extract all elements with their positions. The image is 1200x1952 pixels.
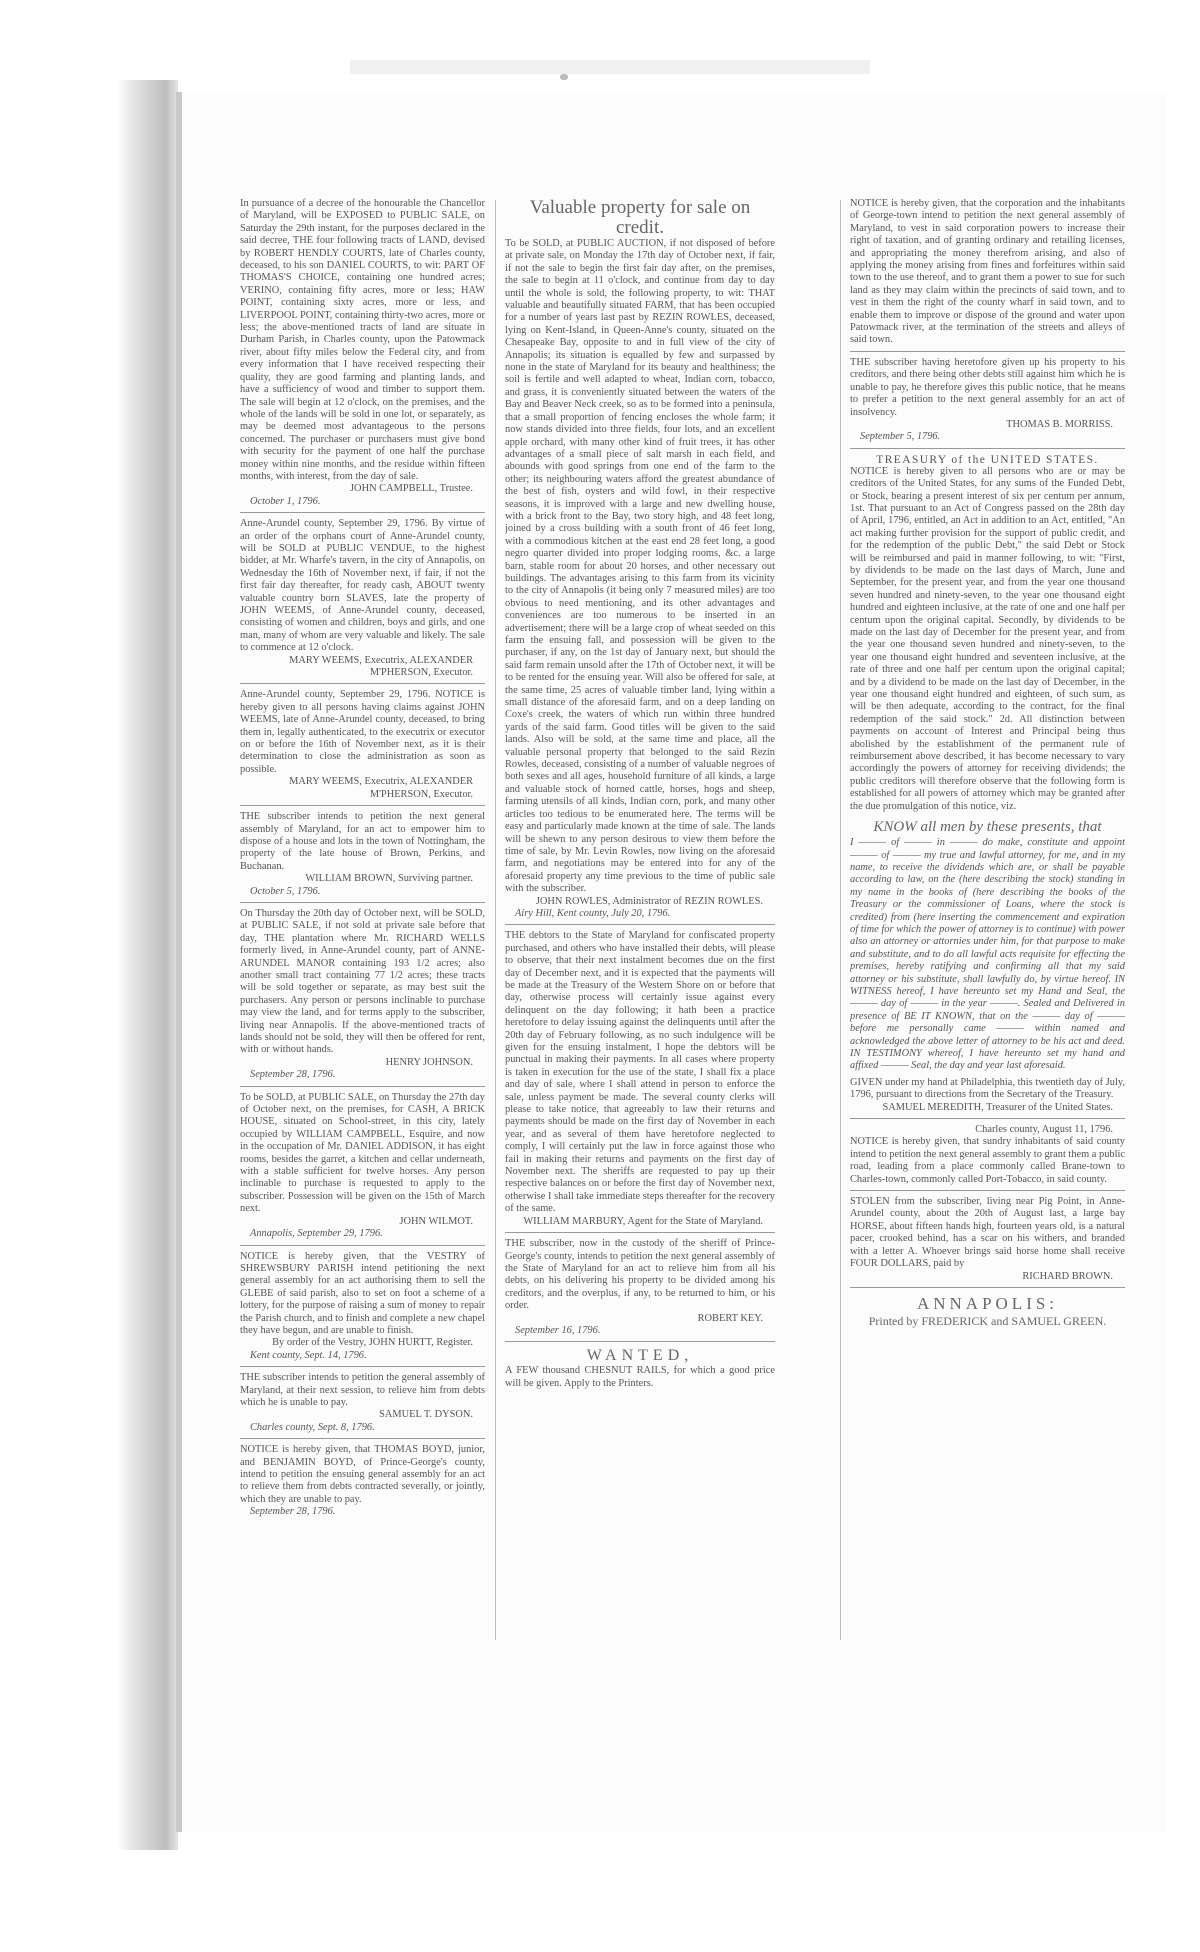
ad-treasury-notice [850, 466, 1125, 813]
divider [850, 1118, 1125, 1119]
ad-weems-claims [240, 689, 485, 801]
ad-date: October 5, 1796. [250, 885, 321, 897]
divider [850, 1287, 1125, 1288]
ad-date: September 5, 1796. [860, 431, 941, 443]
ad-text: On Thursday the 20th day of October next, will be SOLD, at PUBLIC SALE, if not sold at private sale before that day, THE plantation where Mr. RICHARD WELLS formerly lived, in Anne-Arundel county, part of ANNE-ARUNDEL MANOR containing 193 1/2 acres; also another small tract containing 77 1/2 acres; these tracts will be sold together or separate, as may best suit the purchasers. Any person or persons inclinable to purchase may view the land, and for terms apply to the subscriber, living near Annapolis. If the above-mentioned tracts of lands should not be sold, they will then be offered for rent, with or without hands. [240, 907, 485, 1056]
divider [505, 1341, 775, 1342]
ad-text: THE subscriber intends to petition the next general assembly of Maryland, for an act to empower him to dispose of a house and lots in the town of Nottingham, the property of the late house of Brown, Perkins, and Buchanan. [240, 811, 485, 872]
divider [505, 924, 775, 925]
ad-chancery-sale [240, 198, 485, 508]
ad-text: THE subscriber intends to petition the general assembly of Maryland, at their next session, to relieve him from debts which he is unable to pay. [240, 1372, 485, 1408]
ad-state-debtors [505, 930, 775, 1228]
ad-text: To be SOLD, at PUBLIC SALE, on Thursday the 27th day of October next, on the premises, for CASH, A BRICK HOUSE, situated on School-street, in this city, lately occupied by WILLIAM CAMPBELL, Esquire, and now in the occupation of Mr. DANIEL ADDISON, it has eight rooms, besides the garret, a kitchen and cellar underneath, with a stable sufficient for twelve horses. Any person inclinable to purchase is requested to apply to the subscriber. Possession will be given on the 15th of March next. [240, 1091, 485, 1215]
ad-brown-petition [240, 811, 485, 898]
column-rule [840, 200, 841, 1640]
divider [505, 1232, 775, 1233]
divider [240, 512, 485, 513]
ad-date: Annapolis, September 29, 1796. [250, 1228, 383, 1240]
ad-text: STOLEN from the subscriber, living near Pig Point, in Anne-Arundel county, about the 20th of August last, a large bay HORSE, about fifteen hands high, fourteen years old, is a natural pacer, crooked behind, has a scar on his withers, and branded with a letter A. Whoever brings said horse home shall receive FOUR DOLLARS, paid by [850, 1196, 1125, 1270]
column-middle [505, 198, 775, 1818]
ad-date: Charles county, Sept. 8, 1796. [250, 1421, 375, 1433]
divider [240, 902, 485, 903]
ad-text: NOTICE is hereby given, that THOMAS BOYD, junior, and BENJAMIN BOYD, of Prince-George's county, intend to petition the ensuing general assembly for an act to relieve them from debts contracted severally, or jointly, which they are unable to pay. [240, 1444, 485, 1505]
divider [240, 683, 485, 684]
ad-text: THE subscriber having heretofore given up his property to his creditors, and there being other debts still against him which he is unable to pay, he therefore gives this public notice, that he means to prefer a petition to the next general assembly for an act of insolvency. [850, 356, 1125, 418]
ad-georgetown-corporation [850, 198, 1125, 347]
ad-brick-house [240, 1092, 485, 1241]
ad-text: To be SOLD, at PUBLIC AUCTION, if not disposed of before at private sale, on Monday the 17th day of October next, if fair, if not the sale to begin the first fair day after, on the premises, the sale to begin at 11 o'clock, and continue from day to day until the whole is sold, the following property, to wit: THAT valuable and beautifully situated FARM, that has been occupied for a number of years last past by REZIN ROWLES, deceased, lying on Kent-Island, in Queen-Anne's county, situated on the Chesapeake Bay, opposite to and in full view of the city of Annapolis; its situation is equalled by few and surpassed by none in the state of Maryland for its beauty and healthiness; the soil is fertile and well adapted to wheat, Indian corn, tobacco, and grass, it is conveniently situated between the waters of the Bay and Beaver Neck creek, so as to be formed into a peninsula, that a small proportion of fencing encloses the whole farm; it now stands divided into three fields, four lots, and an excellent apple orchard, with many other kind of fruit trees, it has other advantages of a small piece of salt marsh in each field, and abounds with good springs from one end of the farm to the other; its neighbouring waters afford the greatest abundance of the best of fish, oysters and wild fowl, in their respective seasons, it is improved with a large and new dwelling house, with a brick front to the Bay, two story high, and 48 feet long, joined by a cross building with a south front of 46 feet long, with a commodious kitchen at the east end 28 feet long, a good negro quarter divided into proper lodging rooms, &c. a large barn, stable room for about 20 horses, and other necessary out buildings. The advantages arising to this farm from its vicinity to the city of Annapolis (it being only 7 measured miles) are too obvious to need mentioning, and its other advantages and conveniences are too numerous to be inserted in an advertisement; there will be a large crop of wheat seeded on this farm the ensuing fall, and possession will be given to the purchaser, if any, on the 1st day of January next, but should the said farm remain unsold after the 17th of October next, it will be to be rented for the ensuing year. Will also be offered for sale, at the same time, 25 acres of valuable timber land, lying within a small distance of the aforesaid farm, and on a deep landing on Coxe's creek, the waters of which run within three hundred yards of the said farm. Good titles will be given to the said lands. Also will be sold, at the same time and place, all the valuable personal property that belonged to the said Rezin Rowles, deceased, consisting of a number of valuable negroes of both sexes and all ages, household furniture of all kinds, a large and valuable stock of horned cattle, horses, hogs and sheep, farming utensils of all kinds, Indian corn, pork, and many other articles too tedious to be enumerated here. The terms will be easy and particularly made known at the time of sale. The lands will be shewn to any person desirous to view them before the time of sale, by Mr. Levin Rowles, now living on the aforesaid farm, and negotiations may be entered into for any of the aforesaid property any time previous to the time of public sale with the subscriber. [505, 238, 775, 895]
ad-signature: WILLIAM MARBURY, Agent for the State of Maryland. [523, 1215, 763, 1227]
ad-text: NOTICE is hereby given, that sundry inhabitants of said county intend to petition the next general assembly to grant them a public road, leading from a place commonly called Brane-town to Charles-town, commonly called Port-Tobacco, in said county. [850, 1136, 1125, 1185]
ad-boyd-petition [240, 1444, 485, 1518]
ad-text: NOTICE is hereby given to all persons who are or may be creditors of the United States, for any sums of the Funded Debt, or Stock, bearing a present interest of six per centum per annum, 1st. That pursuant to an Act of Congress passed on the 28th day of April, 1796, entitled, an Act in addition to an Act, entitled, "An act making further provision for the support of public credit, and for the redemption of the public Debt," the said Debt or Stock will be reimbursed and paid in manner following, to wit: "First, by dividends to be made on the last days of March, June and September, for the present year, and from the year one thousand seven hundred and ninety-seven, to the year one thousand eight hundred and eighteen inclusive, at the rate of one and one half per centum upon the original capital. Secondly, by dividends to be made on the last day of December for the present year, and from the year one thousand seven hundred and ninety-seven, to the year one thousand eight hundred and seventeen inclusive, at the rate of three and one half per centum upon the original capital; and by a dividend to be made on the last day of December, in the year one thousand eight hundred and eighteen, of such sum, as will be then adequate, according to the contract, for the final redemption of the said stock." 2d. All distinction between payments on account of Interest and Principal being thus abolished by the establishment of the permanent rule of reimbursement above described, it has become necessary to vary accordingly the powers of attorney for receiving dividends; the public creditors will therefore observe that the following form is established for all powers of attorney which may be granted after the due promulgation of this notice, viz. [850, 465, 1125, 812]
ad-chesnut-rails [505, 1365, 775, 1390]
divider [850, 448, 1125, 449]
ad-rowles-farm [505, 238, 775, 920]
imprint-printer: Printed by FREDERICK and SAMUEL GREEN. [868, 1313, 1107, 1328]
ad-text: NOTICE is hereby given, that the VESTRY of SHREWSBURY PARISH intend petitioning the next general assembly for an act authorising them to sell the GLEBE of said parish, also to set on foot a scheme of a lottery, for the purpose of raising a sum of money to repair the Parish church, and to finish and complete a new chapel they have begun, and are unable to finish. [240, 1250, 485, 1336]
ad-slaves-vendue [240, 518, 485, 679]
ad-signature: JOHN WILMOT. [399, 1215, 473, 1227]
imprint-place: ANNAPOLIS: [916, 1293, 1059, 1313]
ad-signature: THOMAS B. MORRISS. [1006, 418, 1113, 430]
ad-signature: JOHN ROWLES, Administrator of REZIN ROWLES. [535, 895, 763, 907]
ad-signature: MARY WEEMS, Executrix, ALEXANDER M'PHERSON, Executor. [289, 654, 473, 679]
ad-treasury-given [850, 1077, 1125, 1114]
treasury-heading: TREASURY of the UNITED STATES. [876, 453, 1099, 466]
column-left [240, 198, 485, 1818]
ad-public-road [850, 1124, 1125, 1186]
divider [240, 1438, 485, 1439]
ad-morriss-insolvency [850, 357, 1125, 444]
ad-signature: JOHN CAMPBELL, Trustee. [350, 483, 473, 495]
ad-stolen-horse [850, 1196, 1125, 1283]
ad-date: September 28, 1796. [250, 1069, 336, 1081]
know-all-men-heading: KNOW all men by these presents, that [873, 819, 1102, 836]
ad-signature: RICHARD BROWN. [1022, 1270, 1113, 1282]
ad-text: Anne-Arundel county, September 29, 1796. By virtue of an order of the orphans court of Anne-Arundel county, will be SOLD at PUBLIC VENDUE, to the highest bidder, at Mr. Wharfe's tavern, in the city of Annapolis, on Wednesday the 16th of November next, if fair, if not the first fair day thereafter, for ready cash, ABOUT twenty valuable country born SLAVES, late the property of JOHN WEEMS, of Anne-Arundel county, deceased, consisting of women and children, boys and girls, and one man, many of whom are very valuable and likely. The sale to commence at 12 o'clock. [240, 518, 485, 654]
divider [240, 1086, 485, 1087]
ad-plantation-sale [240, 908, 485, 1082]
ad-text: THE subscriber, now in the custody of the sheriff of Prince-George's county, intends to petition the next general assembly of the State of Maryland for an act to relieve him from all his debts, on his delivering his property to be divided among his creditors, and the overplus, if any, to be returned to him, or his order. [505, 1238, 775, 1312]
power-of-attorney-form [850, 837, 1125, 1073]
ad-date: Charles county, August 11, 1796. [975, 1124, 1113, 1136]
ad-signature: SAMUEL T. DYSON. [379, 1409, 473, 1421]
ad-key-petition [505, 1238, 775, 1337]
book-binding [118, 80, 178, 1850]
ad-signature: ROBERT KEY. [697, 1312, 763, 1324]
ad-text: I ——— of ——— in ——— do make, constitute and appoint ——— of ——— my true and lawful attorney, for me, and in my name, to receive the dividends which are, or shall be payable according to law, on the (here describing the stock) standing in my name in the books of (here describing the books of the Treasury or the commissioner of Loans, where the stock is credited) from (here inserting the commencement and expiration of time for which the power of attorney is to continue) with power also an attorney or attornies under him, for that purpose to make and substitute, and to do all lawful acts requisite for effecting the premises, hereby ratifying and confirming all that my said attorney or his substitute, shall lawfully do, by virtue hereof. IN WITNESS hereof, I have hereunto set my Hand and Seal, the ——— day of ——— in the year ———. Sealed and Delivered in presence of BE IT KNOWN, that on the ——— day of ——— before me personally came ——— within named and acknowledged the above letter of attorney to be his act and deed. IN TESTIMONY whereof, I have hereunto set my hand and affixed ——— Seal, the day and year last aforesaid. [850, 837, 1125, 1072]
page-blemish [560, 74, 568, 80]
ad-vestry-glebe [240, 1251, 485, 1363]
ad-signature: HENRY JOHNSON. [385, 1056, 473, 1068]
ad-signature: By order of the Vestry, JOHN HURTT, Register. [272, 1337, 473, 1349]
ad-date: October 1, 1796. [250, 495, 321, 507]
ad-date: Airy Hill, Kent county, July 20, 1796. [515, 907, 671, 919]
column-right [850, 198, 1125, 1818]
wanted-heading: WANTED, [586, 1347, 694, 1365]
headline-property-sale: Valuable property for sale on credit. [529, 198, 751, 238]
divider [850, 351, 1125, 352]
ad-signature: WILLIAM BROWN, Surviving partner. [305, 873, 473, 885]
divider [240, 805, 485, 806]
scan-tape [350, 60, 870, 74]
ad-date: September 16, 1796. [515, 1324, 601, 1336]
ad-text: In pursuance of a decree of the honourable the Chancellor of Maryland, will be EXPOSED to PUBLIC SALE, on Saturday the 29th instant, for the purposes declared in the said decree, THE four following tracts of LAND, devised by ROBERT HENDLY COURTS, late of Charles county, deceased, to his son DANIEL COURTS, to wit: PART OF THOMAS'S CHOICE, containing one hundred acres; VERINO, containing fifty acres, more or less; HAW POINT, containing sixty acres, more or less, and LIVERPOOL POINT, containing thirty-two acres, more or less; the above-mentioned tracts of land are situate in Durham Parish, in Charles county, upon the Patowmack river, about fifty miles below the Federal city, and from every information that I have received respecting their quality, they are good farming and planting lands, and have a sufficiency of wood and timber to support them. The sale will begin at 12 o'clock, on the premises, and the whole of the lands will be sold in one lot, or separately, as may be deemed most advantageous to the persons concerned. The purchaser or purchasers must give bond with security for the payment of one half the purchase money within nine months, and the residue within fifteen months, with interest, from the day of sale. [240, 198, 485, 482]
ad-text: NOTICE is hereby given, that the corporation and the inhabitants of George-town intend to petition the next general assembly of Maryland, to vest in said corporation powers to increase their right of taxation, and of granting ordinary and retailing licenses, and appropriating the money therefrom arising, and also of applying the money arising from fines and forfeitures within said town to the use thereof, and to grant them a power to sue for such land as they may claim within the precincts of said town, and to vest in them the right of the county wharf in said town, and to enable them to improve or dispose of the ground and water upon Patowmack river, at the termination of the streets and alleys of said town. [850, 198, 1125, 346]
ad-date: Kent county, Sept. 14, 1796. [250, 1349, 367, 1361]
ad-text: GIVEN under my hand at Philadelphia, this twentieth day of July, 1796, pursuant to directions from the Secretary of the Treasury. [850, 1076, 1125, 1101]
ad-signature: SAMUEL MEREDITH, Treasurer of the United States. [882, 1101, 1113, 1113]
ad-text: A FEW thousand CHESNUT RAILS, for which a good price will be given. Apply to the Printers. [505, 1365, 775, 1389]
ad-text: THE debtors to the State of Maryland for confiscated property purchased, and others who have installed their debts, will please to observe, that their next instalment becomes due on the first day of December next, and it is expected that the payments will be made at the Treasury of the Western Shore on or before that day, otherwise process will certainly issue against every delinquent on the day following; it hath been a practice heretofore to delay issuing against the delinquents until after the 20th day of February following, as no such indulgence will be given for the ensuing instalment, I hope the debtors will be punctual in making their payments. In all cases where property is taken in execution for the use of the state, I shall fix a place and day of sale, where I shall attend in person to enforce the sale, unless payment be made. The several county clerks will please to take notice, that agreeably to law their returns and payments should be made on the first day of November in each year, and as several of them have heretofore neglected to comply, I will certainly put the law in force against those who fail in making their returns and payments on the first day of November next. The sheriffs are requested to pay up their respective balances on or before the first day of November next, otherwise I shall take immediate steps thereafter for the recovery of the same. [505, 930, 775, 1215]
ad-signature: MARY WEEMS, Executrix, ALEXANDER M'PHERSON, Executor. [289, 776, 473, 800]
ad-date: September 28, 1796. [250, 1506, 336, 1518]
column-rule [495, 200, 496, 1640]
ad-text: Anne-Arundel county, September 29, 1796. NOTICE is hereby given to all persons having claims against JOHN WEEMS, late of Anne-Arundel county, deceased, to bring them in, legally authenticated, to the executrix or executor on or before the 16th of November next, as it is their determination to close the administration as soon as possible. [240, 689, 485, 775]
divider [240, 1245, 485, 1246]
ad-dyson-petition [240, 1372, 485, 1434]
divider [240, 1366, 485, 1367]
divider [850, 1190, 1125, 1191]
